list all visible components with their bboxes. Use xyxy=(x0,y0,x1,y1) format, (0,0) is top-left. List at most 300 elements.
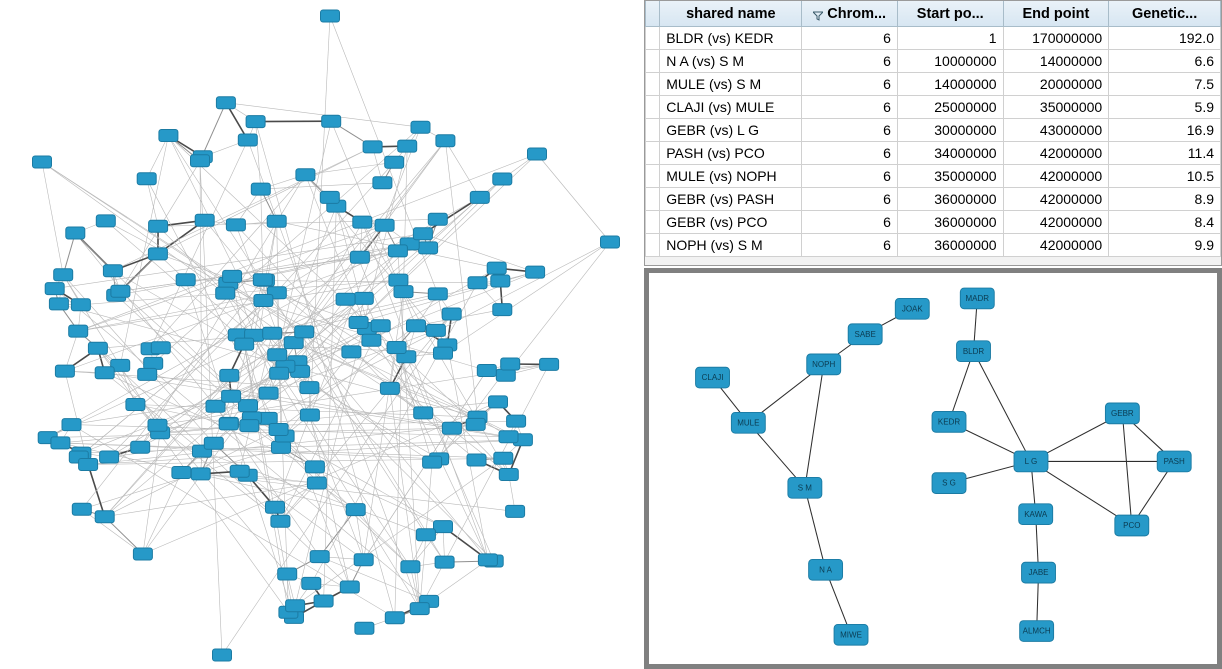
network-node-shape[interactable] xyxy=(442,422,461,434)
network-node[interactable] xyxy=(239,400,258,412)
network-node[interactable] xyxy=(540,358,559,370)
network-node-shape[interactable] xyxy=(489,396,508,408)
network-node-shape[interactable] xyxy=(346,504,365,516)
network-node-shape[interactable] xyxy=(499,469,518,481)
network-node-shape[interactable] xyxy=(426,324,445,336)
network-node[interactable] xyxy=(111,285,130,297)
network-node[interactable] xyxy=(349,317,368,329)
network-node-shape[interactable] xyxy=(133,548,152,560)
subnetwork-node-shape[interactable] xyxy=(1157,451,1191,472)
network-node[interactable] xyxy=(62,419,81,431)
network-node[interactable] xyxy=(506,505,525,517)
network-node[interactable] xyxy=(96,215,115,227)
subnetwork-node[interactable] xyxy=(848,324,882,345)
network-node[interactable] xyxy=(428,213,447,225)
network-node[interactable] xyxy=(137,173,156,185)
network-node-shape[interactable] xyxy=(491,275,510,287)
network-node[interactable] xyxy=(216,287,235,299)
network-node[interactable] xyxy=(269,424,288,436)
network-node-shape[interactable] xyxy=(467,454,486,466)
network-node[interactable] xyxy=(263,327,282,339)
table-cell[interactable]: 9.9 xyxy=(1109,234,1221,257)
network-node[interactable] xyxy=(346,504,365,516)
row-gutter-cell[interactable] xyxy=(646,50,660,73)
table-cell[interactable]: 11.4 xyxy=(1109,142,1221,165)
network-node-shape[interactable] xyxy=(271,515,290,527)
subnetwork-node[interactable] xyxy=(809,559,843,580)
network-node-shape[interactable] xyxy=(103,265,122,277)
network-node[interactable] xyxy=(55,365,74,377)
row-gutter-cell[interactable] xyxy=(646,27,660,50)
subnetwork-node-shape[interactable] xyxy=(1105,403,1139,424)
network-node-shape[interactable] xyxy=(95,511,114,523)
subnetwork-node-shape[interactable] xyxy=(1014,451,1048,472)
network-edge[interactable] xyxy=(506,242,610,375)
network-node[interactable] xyxy=(138,368,157,380)
table-cell[interactable]: 10.5 xyxy=(1109,165,1221,188)
network-node[interactable] xyxy=(240,420,259,432)
table-row[interactable] xyxy=(646,234,1221,257)
network-node-shape[interactable] xyxy=(226,219,245,231)
network-node[interactable] xyxy=(380,382,399,394)
network-node-shape[interactable] xyxy=(394,286,413,298)
table-cell[interactable]: 36000000 xyxy=(897,188,1003,211)
network-node-shape[interactable] xyxy=(362,334,381,346)
network-node-shape[interactable] xyxy=(314,595,333,607)
network-node[interactable] xyxy=(342,346,361,358)
subnetwork-node-shape[interactable] xyxy=(932,411,966,432)
table-cell[interactable]: N A (vs) S M xyxy=(660,50,802,73)
table-cell[interactable]: GEBR (vs) PASH xyxy=(660,188,802,211)
network-node[interactable] xyxy=(528,148,547,160)
subnetwork-node[interactable] xyxy=(731,412,765,433)
network-node-shape[interactable] xyxy=(71,299,90,311)
network-node[interactable] xyxy=(176,274,195,286)
network-node[interactable] xyxy=(322,115,341,127)
large-network-nodes[interactable] xyxy=(33,10,620,661)
network-node-shape[interactable] xyxy=(501,358,520,370)
network-node-shape[interactable] xyxy=(300,409,319,421)
network-node[interactable] xyxy=(601,236,620,248)
network-node-shape[interactable] xyxy=(496,369,515,381)
network-node[interactable] xyxy=(148,419,167,431)
network-node-shape[interactable] xyxy=(434,521,453,533)
network-node-shape[interactable] xyxy=(79,459,98,471)
table-cell[interactable]: 6 xyxy=(802,119,897,142)
subnetwork-node-shape[interactable] xyxy=(1115,515,1149,536)
network-node[interactable] xyxy=(355,622,374,634)
network-node-shape[interactable] xyxy=(493,173,512,185)
network-node[interactable] xyxy=(33,156,52,168)
network-node[interactable] xyxy=(191,155,210,167)
subnetwork-node-shape[interactable] xyxy=(932,473,966,494)
network-node-shape[interactable] xyxy=(322,115,341,127)
network-node[interactable] xyxy=(442,422,461,434)
network-node[interactable] xyxy=(310,551,329,563)
network-node-shape[interactable] xyxy=(148,419,167,431)
network-node-shape[interactable] xyxy=(470,191,489,203)
table-cell[interactable]: 34000000 xyxy=(897,142,1003,165)
network-edge[interactable] xyxy=(390,388,420,608)
network-edge[interactable] xyxy=(398,251,420,609)
edge-table[interactable] xyxy=(645,1,1221,257)
network-node[interactable] xyxy=(407,320,426,332)
network-node-shape[interactable] xyxy=(388,245,407,257)
table-cell[interactable]: 6 xyxy=(802,211,897,234)
network-node-shape[interactable] xyxy=(411,121,430,133)
network-node-shape[interactable] xyxy=(302,577,321,589)
table-cell[interactable]: BLDR (vs) KEDR xyxy=(660,27,802,50)
network-node[interactable] xyxy=(226,219,245,231)
table-cell[interactable]: 6 xyxy=(802,96,897,119)
network-node-shape[interactable] xyxy=(159,130,178,142)
network-node[interactable] xyxy=(213,649,232,661)
network-node[interactable] xyxy=(286,600,305,612)
network-node[interactable] xyxy=(126,399,145,411)
network-node[interactable] xyxy=(363,141,382,153)
subnetwork-node[interactable] xyxy=(1115,515,1149,536)
network-node-shape[interactable] xyxy=(442,308,461,320)
network-node-shape[interactable] xyxy=(126,399,145,411)
network-node-shape[interactable] xyxy=(398,140,417,152)
network-node[interactable] xyxy=(195,214,214,226)
network-node[interactable] xyxy=(253,274,272,286)
network-node-shape[interactable] xyxy=(385,612,404,624)
network-node-shape[interactable] xyxy=(263,327,282,339)
subnetwork-node[interactable] xyxy=(960,288,994,309)
table-cell[interactable]: 8.4 xyxy=(1109,211,1221,234)
network-node-shape[interactable] xyxy=(493,304,512,316)
network-node[interactable] xyxy=(496,369,515,381)
network-node[interactable] xyxy=(307,477,326,489)
subnetwork-node-shape[interactable] xyxy=(788,477,822,498)
network-node-shape[interactable] xyxy=(45,283,64,295)
network-node[interactable] xyxy=(428,288,447,300)
network-node-shape[interactable] xyxy=(320,191,339,203)
table-cell[interactable]: 6 xyxy=(802,142,897,165)
network-node-shape[interactable] xyxy=(138,368,157,380)
network-node-shape[interactable] xyxy=(216,287,235,299)
network-node[interactable] xyxy=(72,503,91,515)
table-row[interactable] xyxy=(646,211,1221,234)
network-node-shape[interactable] xyxy=(251,183,270,195)
network-node-shape[interactable] xyxy=(401,561,420,573)
network-node-shape[interactable] xyxy=(55,365,74,377)
network-node-shape[interactable] xyxy=(72,503,91,515)
table-cell[interactable]: 43000000 xyxy=(1003,119,1109,142)
table-cell[interactable]: 6 xyxy=(802,234,897,257)
network-edge[interactable] xyxy=(537,154,610,242)
network-node-shape[interactable] xyxy=(100,451,119,463)
network-node[interactable] xyxy=(270,367,289,379)
network-node[interactable] xyxy=(246,116,265,128)
network-node-shape[interactable] xyxy=(33,156,52,168)
network-node[interactable] xyxy=(266,501,285,513)
network-node[interactable] xyxy=(268,349,287,361)
network-node-shape[interactable] xyxy=(95,367,114,379)
subnetwork-node-shape[interactable] xyxy=(807,354,841,375)
network-node-shape[interactable] xyxy=(222,390,241,402)
network-node[interactable] xyxy=(394,286,413,298)
table-cell[interactable]: NOPH (vs) S M xyxy=(660,234,802,257)
network-node-shape[interactable] xyxy=(272,441,291,453)
network-node-shape[interactable] xyxy=(340,581,359,593)
network-node[interactable] xyxy=(401,561,420,573)
network-node[interactable] xyxy=(100,451,119,463)
table-cell[interactable]: 14000000 xyxy=(897,73,1003,96)
network-node[interactable] xyxy=(204,437,223,449)
network-edge[interactable] xyxy=(252,206,336,418)
subnetwork-node-shape[interactable] xyxy=(834,624,868,645)
column-header-end-point[interactable] xyxy=(1003,1,1109,27)
network-edge[interactable] xyxy=(248,475,317,483)
network-node[interactable] xyxy=(398,140,417,152)
network-node[interactable] xyxy=(507,415,526,427)
network-node-shape[interactable] xyxy=(253,274,272,286)
table-row[interactable] xyxy=(646,27,1221,50)
network-node-shape[interactable] xyxy=(387,342,406,354)
table-cell[interactable]: 6 xyxy=(802,50,897,73)
network-node[interactable] xyxy=(470,191,489,203)
subnetwork-node[interactable] xyxy=(696,367,730,388)
subnetwork-node[interactable] xyxy=(1020,621,1054,642)
table-cell[interactable]: 1 xyxy=(897,27,1003,50)
network-node-shape[interactable] xyxy=(540,358,559,370)
network-node-shape[interactable] xyxy=(307,477,326,489)
subnetwork-view[interactable] xyxy=(644,268,1222,669)
network-node-shape[interactable] xyxy=(478,554,497,566)
network-node-shape[interactable] xyxy=(355,622,374,634)
subnetwork-node-shape[interactable] xyxy=(848,324,882,345)
network-node[interactable] xyxy=(336,293,355,305)
network-node-shape[interactable] xyxy=(269,424,288,436)
network-node[interactable] xyxy=(423,456,442,468)
row-gutter-cell[interactable] xyxy=(646,165,660,188)
network-node-shape[interactable] xyxy=(246,116,265,128)
network-node-shape[interactable] xyxy=(428,213,447,225)
table-row[interactable] xyxy=(646,50,1221,73)
network-node-shape[interactable] xyxy=(349,317,368,329)
network-node[interactable] xyxy=(216,97,235,109)
table-cell[interactable]: 30000000 xyxy=(897,119,1003,142)
network-node[interactable] xyxy=(95,367,114,379)
network-node[interactable] xyxy=(278,568,297,580)
network-node-shape[interactable] xyxy=(354,554,373,566)
network-node[interactable] xyxy=(69,325,88,337)
network-node[interactable] xyxy=(144,357,163,369)
row-gutter-cell[interactable] xyxy=(646,188,660,211)
network-node[interactable] xyxy=(219,418,238,430)
network-node[interactable] xyxy=(159,130,178,142)
subnetwork-node[interactable] xyxy=(788,477,822,498)
table-cell[interactable]: CLAJI (vs) MULE xyxy=(660,96,802,119)
network-edge[interactable] xyxy=(42,162,63,275)
subnetwork-node-shape[interactable] xyxy=(1022,562,1056,583)
subnetwork-node-shape[interactable] xyxy=(809,559,843,580)
network-node[interactable] xyxy=(436,135,455,147)
network-node[interactable] xyxy=(388,245,407,257)
network-node-shape[interactable] xyxy=(49,298,68,310)
table-cell[interactable]: 35000000 xyxy=(1003,96,1109,119)
network-node[interactable] xyxy=(526,266,545,278)
network-node[interactable] xyxy=(95,511,114,523)
network-node[interactable] xyxy=(373,177,392,189)
network-node[interactable] xyxy=(385,156,404,168)
network-node-shape[interactable] xyxy=(468,277,487,289)
network-node-shape[interactable] xyxy=(410,603,429,615)
table-cell[interactable]: 14000000 xyxy=(1003,50,1109,73)
network-node[interactable] xyxy=(251,183,270,195)
network-node-shape[interactable] xyxy=(270,367,289,379)
network-node-shape[interactable] xyxy=(230,465,249,477)
subnetwork-edge[interactable] xyxy=(805,364,824,487)
network-node-shape[interactable] xyxy=(423,456,442,468)
table-row[interactable] xyxy=(646,188,1221,211)
row-gutter-cell[interactable] xyxy=(646,119,660,142)
network-node[interactable] xyxy=(321,10,340,22)
network-node-shape[interactable] xyxy=(350,251,369,263)
row-gutter-cell[interactable] xyxy=(646,96,660,119)
network-node-shape[interactable] xyxy=(305,461,324,473)
network-node[interactable] xyxy=(389,274,408,286)
column-header-shared-name[interactable] xyxy=(660,1,802,27)
network-node-shape[interactable] xyxy=(176,274,195,286)
network-node-shape[interactable] xyxy=(428,288,447,300)
network-node[interactable] xyxy=(302,577,321,589)
column-header-genetic[interactable] xyxy=(1109,1,1221,27)
table-cell[interactable]: 36000000 xyxy=(897,211,1003,234)
table-cell[interactable]: 42000000 xyxy=(1003,188,1109,211)
network-node[interactable] xyxy=(51,437,70,449)
network-node-shape[interactable] xyxy=(419,242,438,254)
network-edge[interactable] xyxy=(151,175,306,349)
network-node[interactable] xyxy=(487,262,506,274)
network-node-shape[interactable] xyxy=(235,338,254,350)
network-node[interactable] xyxy=(151,342,170,354)
network-node-shape[interactable] xyxy=(254,295,273,307)
network-node[interactable] xyxy=(434,521,453,533)
network-node[interactable] xyxy=(354,554,373,566)
subnetwork-node[interactable] xyxy=(957,341,991,362)
subnetwork-nodes[interactable] xyxy=(696,288,1192,645)
table-cell[interactable]: 6 xyxy=(802,165,897,188)
network-node-shape[interactable] xyxy=(96,215,115,227)
network-node[interactable] xyxy=(148,248,167,260)
subnetwork-node[interactable] xyxy=(895,298,929,319)
network-node[interactable] xyxy=(191,468,210,480)
subnetwork-node-shape[interactable] xyxy=(731,412,765,433)
network-node-shape[interactable] xyxy=(487,262,506,274)
table-cell[interactable]: MULE (vs) NOPH xyxy=(660,165,802,188)
network-node[interactable] xyxy=(385,612,404,624)
network-node-shape[interactable] xyxy=(413,228,432,240)
network-node-shape[interactable] xyxy=(353,216,372,228)
network-node[interactable] xyxy=(494,452,513,464)
network-node[interactable] xyxy=(371,320,390,332)
filter-icon[interactable] xyxy=(813,9,823,19)
network-node-shape[interactable] xyxy=(69,325,88,337)
network-node-shape[interactable] xyxy=(191,468,210,480)
network-node[interactable] xyxy=(419,242,438,254)
network-node-shape[interactable] xyxy=(528,148,547,160)
network-node-shape[interactable] xyxy=(172,467,191,479)
network-node-shape[interactable] xyxy=(371,320,390,332)
network-node-shape[interactable] xyxy=(300,382,319,394)
network-node[interactable] xyxy=(79,459,98,471)
subnetwork-node[interactable] xyxy=(1157,451,1191,472)
table-cell[interactable]: 8.9 xyxy=(1109,188,1221,211)
table-cell[interactable]: GEBR (vs) L G xyxy=(660,119,802,142)
network-node-shape[interactable] xyxy=(389,274,408,286)
network-node-shape[interactable] xyxy=(144,357,163,369)
network-node-shape[interactable] xyxy=(466,418,485,430)
network-node[interactable] xyxy=(354,292,373,304)
network-node-shape[interactable] xyxy=(286,600,305,612)
network-node[interactable] xyxy=(426,324,445,336)
row-gutter-cell[interactable] xyxy=(646,211,660,234)
network-edge[interactable] xyxy=(147,179,158,227)
subnetwork-node-shape[interactable] xyxy=(1020,621,1054,642)
network-node-shape[interactable] xyxy=(407,320,426,332)
network-node[interactable] xyxy=(435,556,454,568)
network-node[interactable] xyxy=(413,228,432,240)
network-node-shape[interactable] xyxy=(62,419,81,431)
network-node[interactable] xyxy=(340,581,359,593)
table-cell[interactable]: 36000000 xyxy=(897,234,1003,257)
network-node-shape[interactable] xyxy=(436,135,455,147)
network-node-shape[interactable] xyxy=(66,227,85,239)
network-node-shape[interactable] xyxy=(88,342,107,354)
network-node-shape[interactable] xyxy=(321,10,340,22)
subnetwork-node-shape[interactable] xyxy=(895,298,929,319)
network-node-shape[interactable] xyxy=(296,169,315,181)
subnetwork-edge[interactable] xyxy=(974,351,1031,461)
subnetwork-node[interactable] xyxy=(1105,403,1139,424)
subnetwork-node-shape[interactable] xyxy=(696,367,730,388)
network-node-shape[interactable] xyxy=(434,347,453,359)
network-node-shape[interactable] xyxy=(507,415,526,427)
table-cell[interactable]: 6 xyxy=(802,27,897,50)
network-node[interactable] xyxy=(477,365,496,377)
subnetwork-edge[interactable] xyxy=(1122,413,1131,525)
network-node[interactable] xyxy=(295,326,314,338)
network-node[interactable] xyxy=(434,347,453,359)
table-row[interactable] xyxy=(646,165,1221,188)
network-node[interactable] xyxy=(296,169,315,181)
table-row[interactable] xyxy=(646,73,1221,96)
table-cell[interactable]: 16.9 xyxy=(1109,119,1221,142)
table-cell[interactable]: 6.6 xyxy=(1109,50,1221,73)
network-node[interactable] xyxy=(414,407,433,419)
network-edge[interactable] xyxy=(445,141,479,198)
network-node[interactable] xyxy=(300,382,319,394)
network-node-shape[interactable] xyxy=(268,349,287,361)
table-cell[interactable]: 7.5 xyxy=(1109,73,1221,96)
network-node-shape[interactable] xyxy=(51,437,70,449)
network-node-shape[interactable] xyxy=(213,649,232,661)
table-cell[interactable]: 170000000 xyxy=(1003,27,1109,50)
table-cell[interactable]: MULE (vs) S M xyxy=(660,73,802,96)
table-cell[interactable]: 6 xyxy=(802,73,897,96)
subnetwork-node-shape[interactable] xyxy=(957,341,991,362)
network-edge[interactable] xyxy=(356,510,364,560)
subnetwork-node[interactable] xyxy=(932,411,966,432)
network-node-shape[interactable] xyxy=(216,97,235,109)
network-node[interactable] xyxy=(314,595,333,607)
network-node[interactable] xyxy=(259,387,278,399)
network-node[interactable] xyxy=(362,334,381,346)
network-node-shape[interactable] xyxy=(137,173,156,185)
